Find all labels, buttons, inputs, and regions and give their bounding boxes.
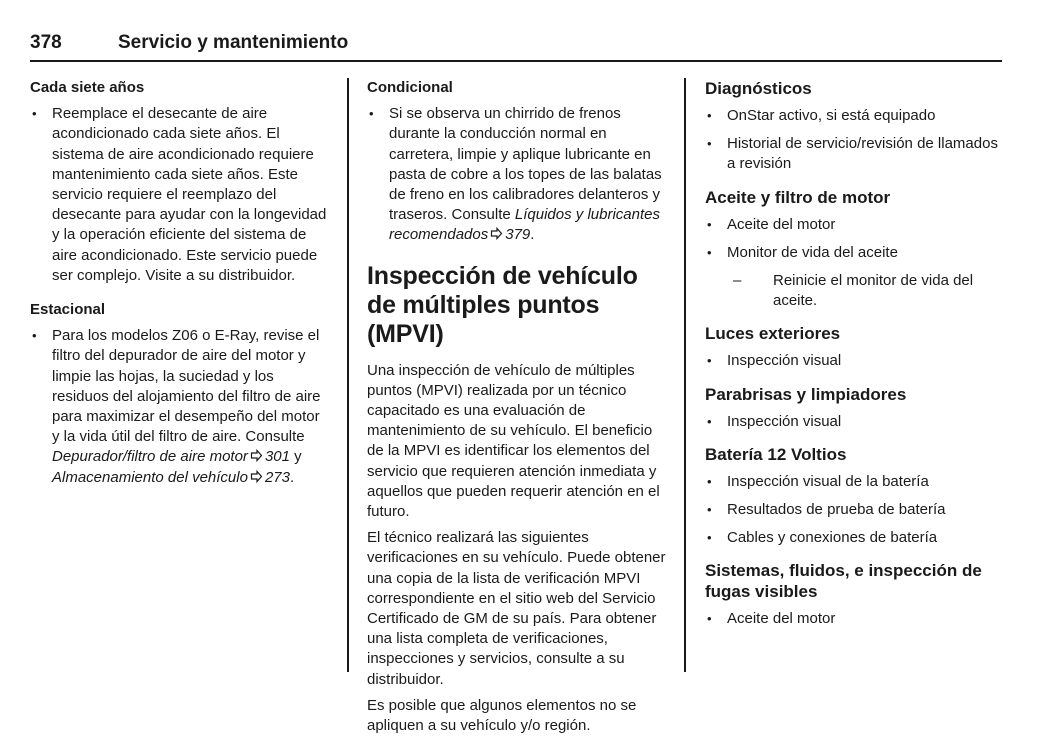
list-item xyxy=(30,326,330,488)
conjunction-text: y xyxy=(294,448,302,466)
heading-exterior-lights: Luces exteriores xyxy=(705,324,841,344)
item-text: Si se observa un chirrido de frenos durante la conducción normal en carretera, limpie y aplique lubricante en pasta de cobre a los topes de las balatas de freno en los calibradores delanteros y traseros. Consulte xyxy=(389,105,662,224)
item-text: Reemplace el desecante de aire acondicionado cada siete años. El sistema de aire acondicionado requiere mantenimiento cada siete años. Este servicio requiere el reemplazo del desecante para ayudar con la longevidad y la operación eficiente del sistema de aire acondicionado. Este servicio puede ser complejo. Visite a su distribuidor. xyxy=(52,105,327,284)
list-item xyxy=(705,215,1005,235)
page-header-title: Servicio y mantenimiento xyxy=(118,32,349,53)
paragraph: Es posible que algunos elementos no se apliquen a su vehículo y/o región. xyxy=(367,696,637,735)
item-text: Inspección visual xyxy=(727,352,842,370)
item-text: Historial de servicio/revisión de llamados a revisión xyxy=(727,135,998,173)
paragraph: El técnico realizará las siguientes verificaciones en su vehículo. Puede obtener una copia de la lista de verificación MPVI correspondiente en el sitio web del Servicio Certificado de GM de su país. Para obtener una lista completa de verificaciones, inspecciones y servicios, consulte a su distribuidor. xyxy=(367,529,666,688)
item-text: Monitor de vida del aceite xyxy=(727,243,898,261)
list-item xyxy=(705,243,1005,263)
page-reference-number[interactable]: 301 xyxy=(264,448,290,466)
bullet: • xyxy=(707,413,712,429)
cross-reference-link[interactable]: Depurador/filtro de aire motor xyxy=(52,448,248,466)
item-text: Cables y conexiones de batería xyxy=(727,529,938,547)
list-item xyxy=(705,609,1005,629)
heading-battery: Batería 12 Voltios xyxy=(705,444,847,464)
bullet: • xyxy=(707,353,712,369)
subheading-conditional: Condicional xyxy=(367,79,453,96)
list-item xyxy=(705,106,1005,126)
bullet: • xyxy=(707,108,712,123)
item-text: Inspección visual de la batería xyxy=(727,472,929,490)
page-header xyxy=(30,30,1002,62)
list-item xyxy=(367,104,667,245)
heading-diagnostics: Diagnósticos xyxy=(705,79,812,98)
list-item xyxy=(705,351,1005,371)
bullet: • xyxy=(707,530,712,546)
list-item xyxy=(705,134,1005,174)
bullet: • xyxy=(707,244,712,260)
page-number: 378 xyxy=(30,32,62,53)
heading-systems-fluids: Sistemas, fluidos, e inspección de fugas visibles xyxy=(705,561,982,602)
list-item xyxy=(705,500,1005,520)
page-reference-number[interactable]: 273 xyxy=(264,468,290,486)
list-item xyxy=(705,472,1005,492)
cross-reference-link[interactable]: Líquidos y lubricantes recomendados xyxy=(389,206,660,244)
bullet: • xyxy=(707,611,712,627)
sub-list-item xyxy=(705,271,1005,311)
bullet: • xyxy=(707,216,712,232)
list-item xyxy=(30,104,330,286)
punctuation: . xyxy=(530,226,535,244)
column-middle xyxy=(367,78,667,742)
bullet: • xyxy=(32,328,37,344)
page-reference-arrow-icon xyxy=(250,449,263,462)
cross-reference-link[interactable]: Almacenamiento del vehículo xyxy=(52,468,248,486)
item-text: Aceite del motor xyxy=(727,610,836,628)
punctuation: . xyxy=(289,468,295,486)
bullet: • xyxy=(32,106,37,122)
item-text: Resultados de prueba de batería xyxy=(727,501,946,519)
bullet: • xyxy=(707,136,712,152)
list-item xyxy=(705,528,1005,548)
paragraph: Una inspección de vehículo de múltiples puntos (MPVI) realizada por un técnico capacitado es una evaluación de mantenimiento de su vehículo. El beneficio de la MPVI es identificar los elementos del servicio que requieren atención inmediata y aquellos que pueden requerir atención en el futuro. xyxy=(367,361,660,521)
item-text: Reinicie el monitor de vida del aceite. xyxy=(773,272,974,310)
column-divider xyxy=(347,78,349,672)
column-divider xyxy=(684,78,686,672)
heading-windshield-wipers: Parabrisas y limpiadores xyxy=(705,384,907,404)
column-left xyxy=(30,78,330,496)
heading-oil-filter: Aceite y filtro de motor xyxy=(705,187,891,207)
section-title: Inspección de vehículo de múltiples puntos (MPVI) xyxy=(367,261,638,348)
item-text: Aceite del motor xyxy=(727,215,836,233)
column-right xyxy=(705,78,1005,638)
item-text: Para los modelos Z06 o E-Ray, revise el filtro del depurador de aire del motor y limpie las hojas, la suciedad y los residuos del alojamiento del filtro de aire para maximizar el desempeño del motor y la vida útil del filtro de aire. Consulte xyxy=(52,327,321,446)
page-reference-arrow-icon xyxy=(250,470,263,483)
bullet: • xyxy=(707,502,712,518)
list-item xyxy=(705,412,1005,432)
page-reference-number[interactable]: 379 xyxy=(505,226,531,244)
item-text: Inspección visual xyxy=(727,412,842,430)
dash: – xyxy=(733,272,742,290)
subheading-seven-years: Cada siete años xyxy=(30,79,145,96)
item-text: OnStar activo, si está equipado xyxy=(727,107,936,124)
bullet: • xyxy=(369,106,374,122)
bullet: • xyxy=(707,473,712,489)
page-reference-arrow-icon xyxy=(490,227,503,240)
subheading-seasonal: Estacional xyxy=(30,301,106,319)
